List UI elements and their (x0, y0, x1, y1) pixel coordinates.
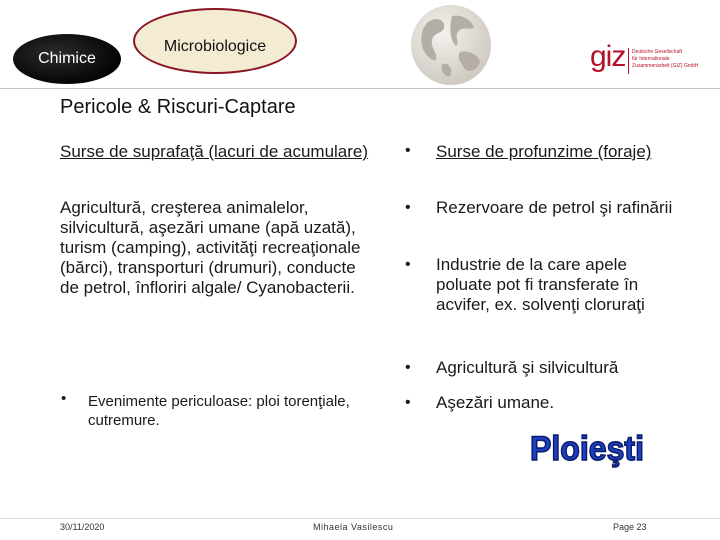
bullet-marker: • (405, 256, 411, 273)
slide-title: Pericole & Riscuri-Captare (60, 96, 296, 118)
bullet-marker: • (405, 359, 411, 376)
right-list-item: Aşezări umane. (436, 393, 555, 412)
right-list-item: Surse de profunzime (foraje) (436, 142, 652, 161)
ploiesti-text: Ploieşti (530, 430, 644, 468)
ploiesti-wordart (526, 424, 648, 474)
logo-text-line-2: für Internationale (632, 56, 670, 62)
left-column-bullet: Evenimente periculoase: ploi torenţiale, cutremure. (88, 393, 350, 429)
chimice-oval (13, 34, 121, 84)
giz-logo: giz (590, 40, 626, 73)
right-list-item: Agricultură şi silvicultură (436, 358, 619, 377)
left-column-heading: Surse de suprafaţă (lacuri de acumulare) (60, 142, 369, 161)
footer-date: 30/11/2020 (60, 522, 105, 532)
microbiologice-label: Microbiologice (163, 38, 267, 55)
bullet-marker: • (61, 390, 67, 407)
bullet-marker: • (405, 394, 411, 411)
logo-text-line-1: Deutsche Gesellschaft (632, 49, 683, 55)
logo-divider (628, 48, 629, 74)
header-divider (0, 88, 720, 89)
chimice-label: Chimice (38, 50, 96, 67)
left-column-paragraph: Agricultură, creşterea animalelor, silvicultură, aşezări umane (apă uzată), turism (camping), activităţi recreaţionale (bărci), transporturi (drumuri), conducte de petrol, înfloriri algale/ Cyanobacterii. (60, 198, 361, 297)
footer-divider (0, 518, 720, 519)
logo-text-line-3: Zusammenarbeit (GIZ) GmbH (632, 63, 699, 69)
right-list-item: Industrie de la care apele poluate pot fi transferate în acvifer, ex. solvenţi cloruraţi (436, 255, 645, 314)
bullet-marker: • (405, 142, 411, 159)
right-list-item: Rezervoare de petrol şi rafinării (436, 198, 673, 217)
globe-icon (408, 2, 494, 88)
page-number: Page 23 (613, 522, 647, 532)
footer-author: Mihaela Vasilescu (313, 522, 394, 532)
microbiologice-oval (133, 8, 297, 74)
bullet-marker: • (405, 199, 411, 216)
